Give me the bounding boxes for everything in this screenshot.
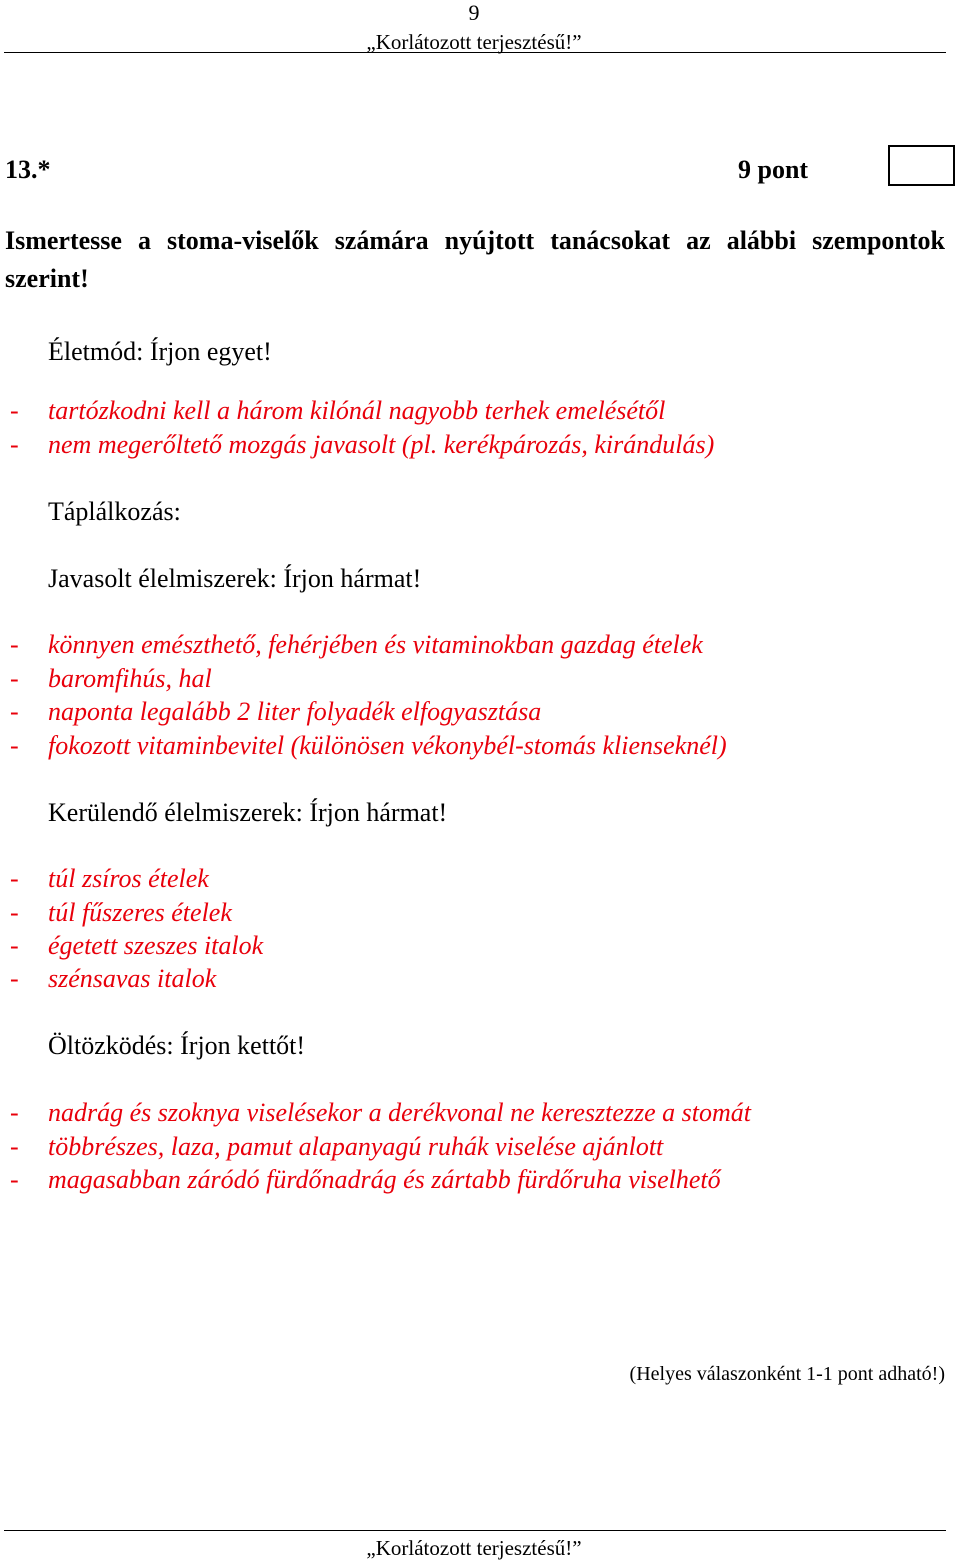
- list-dash: -: [10, 964, 19, 993]
- answer-text: magasabban záródó fürdőnadrág és zártabb fürdőruha viselhető: [48, 1165, 721, 1194]
- question-number: 13.*: [5, 155, 51, 184]
- answer-text: baromfihús, hal: [48, 664, 212, 693]
- answer-line: [10, 396, 665, 426]
- answer-line: [10, 964, 216, 994]
- section-heading-oltozkodes: Öltözködés: Írjon kettőt!: [48, 1031, 306, 1060]
- answer-text: túl fűszeres ételek: [48, 898, 232, 927]
- answer-line: [10, 1165, 721, 1195]
- answer-text: naponta legalább 2 liter folyadék elfogyasztása: [48, 697, 542, 726]
- section-heading-taplalkozas: Táplálkozás:: [48, 497, 181, 526]
- answer-text: nadrág és szoknya viselésekor a derékvonal ne keresztezze a stomát: [48, 1098, 752, 1127]
- answer-text: égetett szeszes italok: [48, 931, 264, 960]
- list-dash: -: [10, 664, 19, 693]
- answer-line: [10, 430, 714, 460]
- restricted-distribution-header: „Korlátozott terjesztésű!”: [366, 30, 582, 54]
- answer-text: többrészes, laza, pamut alapanyagú ruhák viselése ajánlott: [48, 1132, 664, 1161]
- list-dash: -: [10, 898, 19, 927]
- answer-line: [10, 630, 703, 660]
- question-points: 9 pont: [738, 155, 809, 184]
- answer-text: szénsavas italok: [48, 964, 217, 993]
- answer-text: tartózkodni kell a három kilónál nagyobb terhek emelésétől: [48, 396, 666, 425]
- section-heading-javasolt: Javasolt élelmiszerek: Írjon hármat!: [48, 564, 422, 593]
- list-dash: -: [10, 731, 19, 760]
- answer-text: nem megerőltető mozgás javasolt (pl. kerékpározás, kirándulás): [48, 430, 715, 459]
- answer-text: fokozott vitaminbevitel (különösen vékonybél-stomás klienseknél): [48, 731, 727, 760]
- restricted-distribution-footer: „Korlátozott terjesztésű!”: [366, 1536, 582, 1560]
- list-dash: -: [10, 430, 19, 459]
- list-dash: -: [10, 864, 19, 893]
- page-number: 9: [468, 0, 480, 25]
- answer-line: [10, 864, 209, 894]
- answer-text: túl zsíros ételek: [48, 864, 209, 893]
- section-heading-kerulendo: Kerülendő élelmiszerek: Írjon hármat!: [48, 798, 448, 827]
- answer-line: [10, 697, 541, 727]
- score-box: [888, 145, 955, 186]
- answer-line: [10, 1132, 663, 1162]
- answer-line: [10, 1098, 751, 1128]
- list-dash: -: [10, 396, 19, 425]
- answer-line: [10, 664, 212, 694]
- list-dash: -: [10, 1098, 19, 1127]
- answer-line: [10, 731, 727, 761]
- answer-text: könnyen emészthető, fehérjében és vitaminokban gazdag ételek: [48, 630, 703, 659]
- section-heading-eletmod: Életmód: Írjon egyet!: [48, 337, 272, 366]
- header-divider: [4, 52, 946, 53]
- answer-line: [10, 898, 232, 928]
- scoring-note: (Helyes válaszonként 1-1 pont adható!): [629, 1363, 945, 1385]
- list-dash: -: [10, 630, 19, 659]
- list-dash: -: [10, 931, 19, 960]
- list-dash: -: [10, 1165, 19, 1194]
- question-task: Ismertesse a stoma-viselők számára nyújtott tanácsokat az alábbi szempontok szerint!: [5, 226, 945, 293]
- list-dash: -: [10, 697, 19, 726]
- list-dash: -: [10, 1132, 19, 1161]
- answer-line: [10, 931, 263, 961]
- footer-divider: [4, 1530, 946, 1531]
